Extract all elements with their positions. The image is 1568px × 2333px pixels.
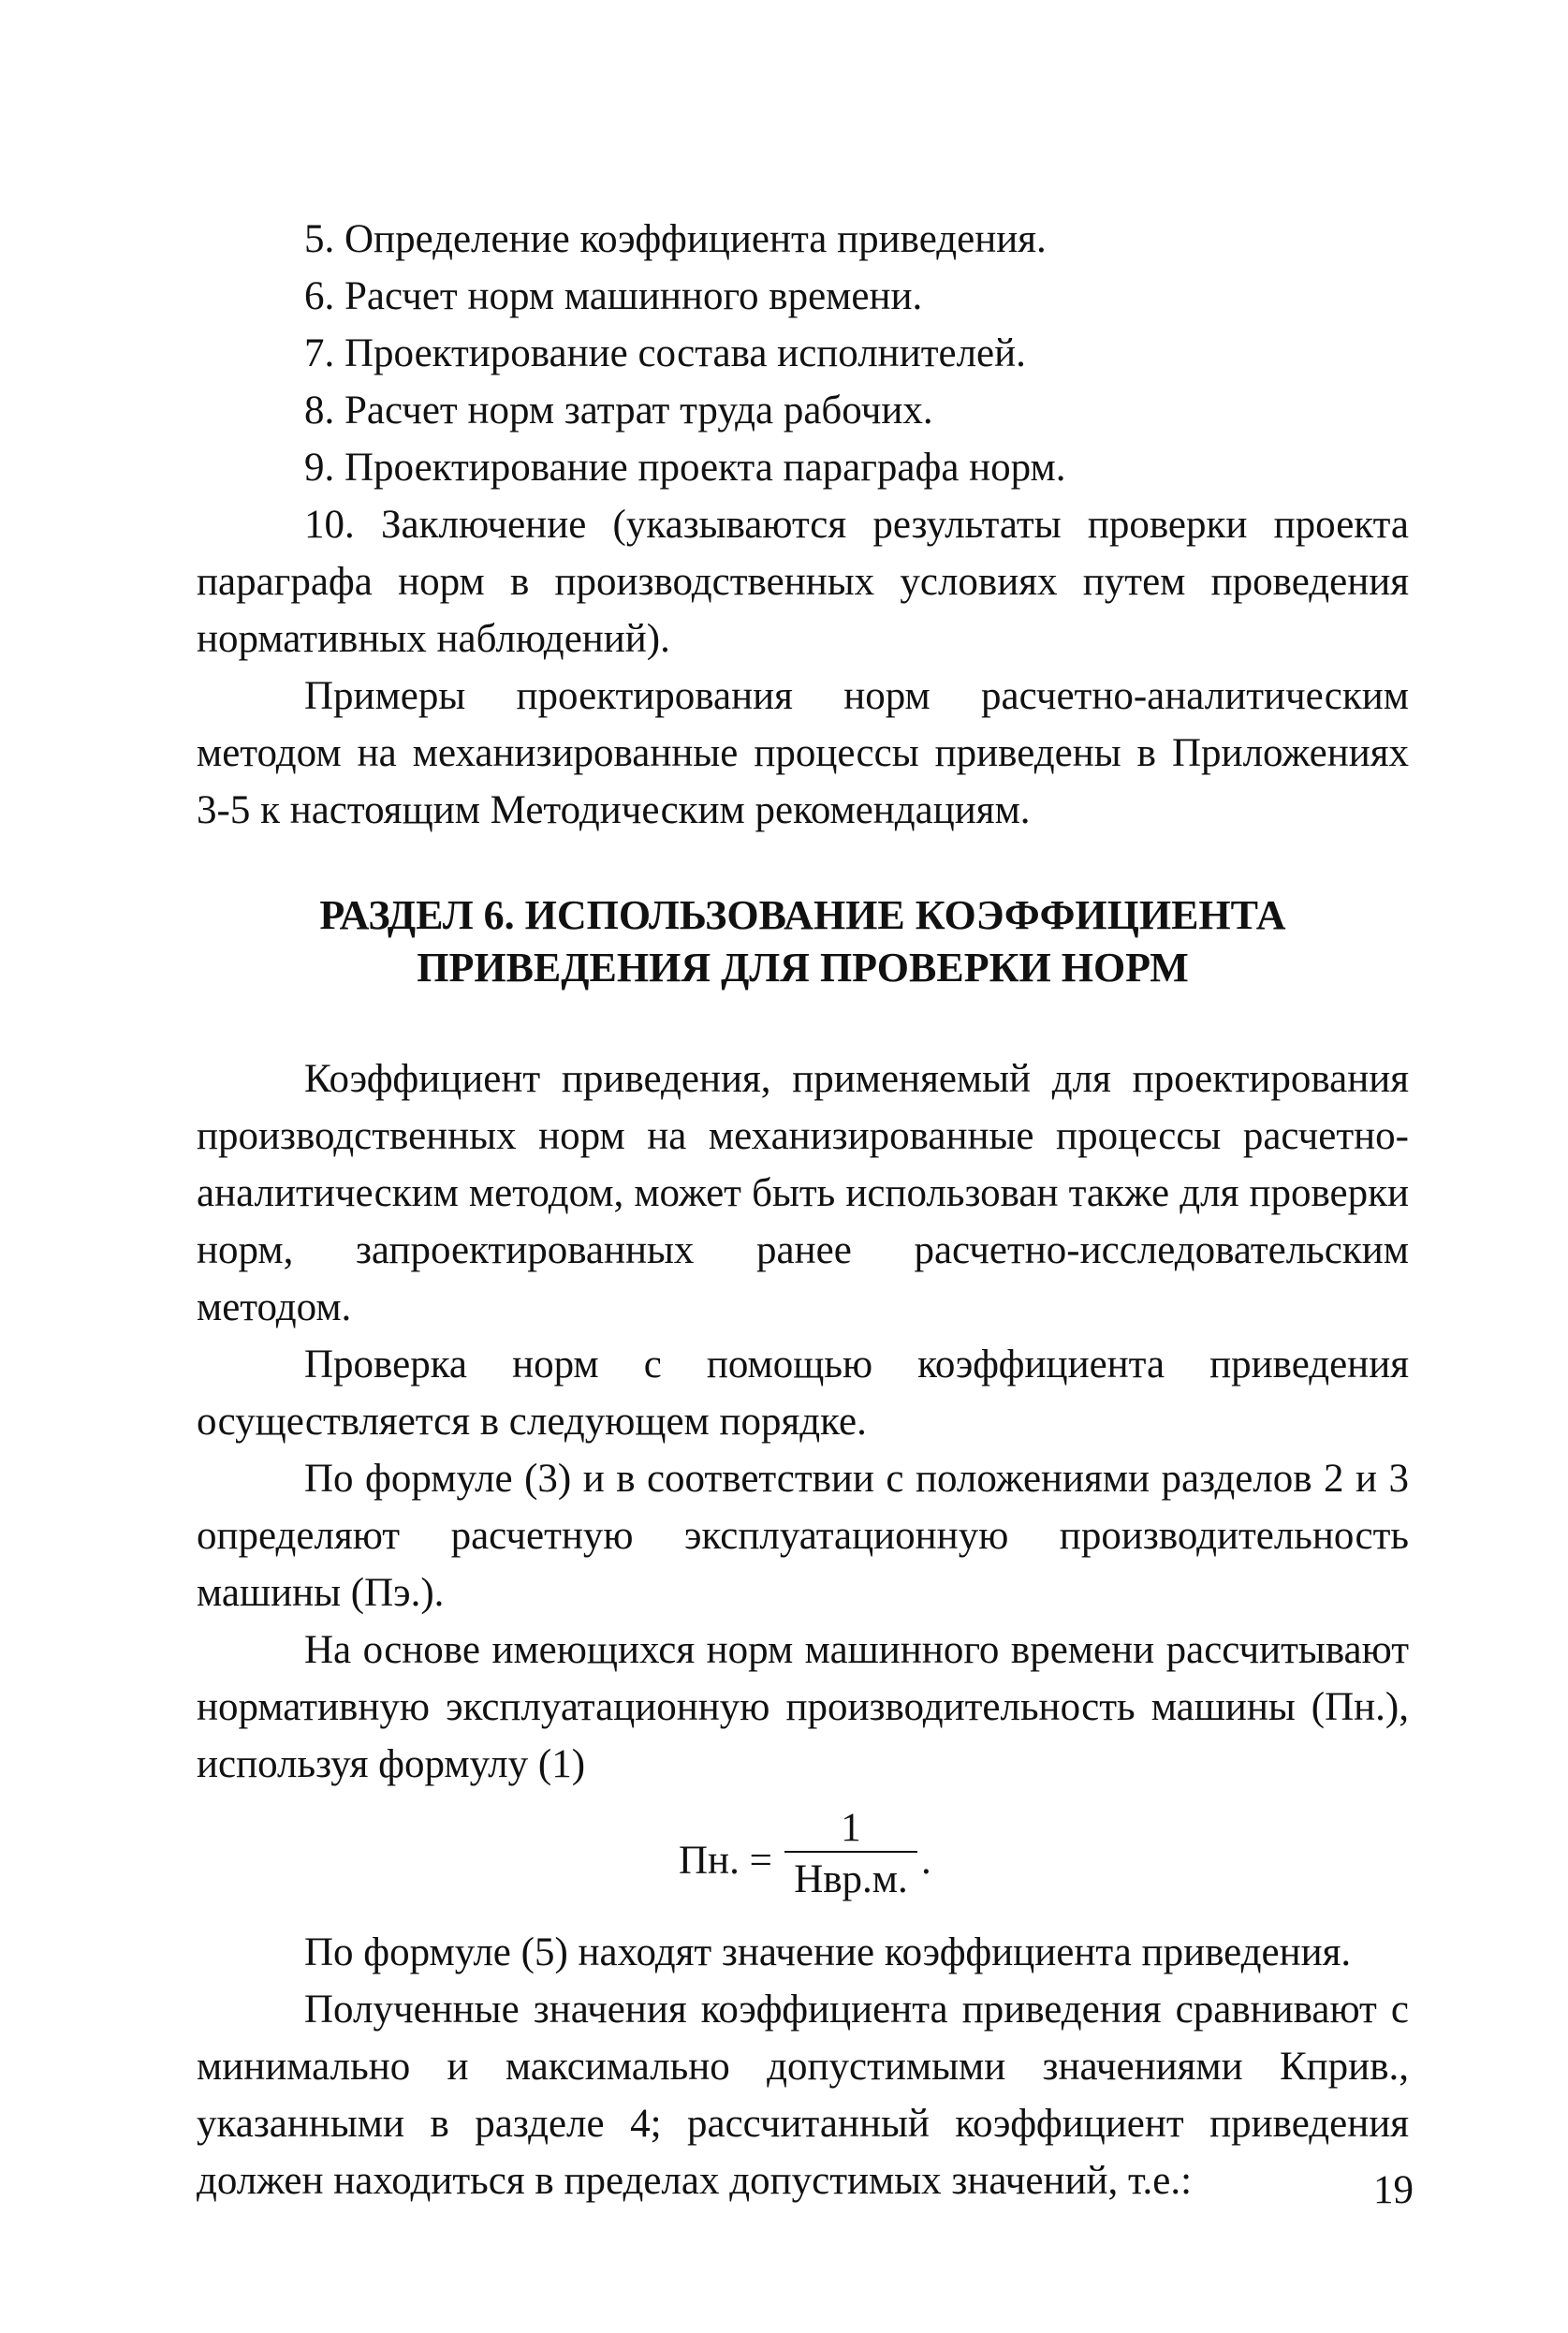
formula-terminator: . (921, 1839, 931, 1883)
formula-lhs: Пн. = (679, 1839, 772, 1883)
page-body (197, 211, 1409, 2209)
formula-numerator: 1 (841, 1806, 861, 1850)
list-item-6: 6. Расчет норм машинного времени. (304, 274, 923, 318)
list-item-8: 8. Расчет норм затрат труда рабочих. (304, 389, 933, 433)
formula-pn (197, 1798, 1409, 1918)
section-heading-line-1: РАЗДЕЛ 6. ИСПОЛЬЗОВАНИЕ КОЭФФИЦИЕНТА (319, 892, 1286, 938)
formula-fraction (783, 1798, 919, 1907)
list-item-7: 7. Проектирование состава исполнителей. (304, 331, 1026, 375)
page-number: 19 (1373, 2168, 1414, 2212)
examples-paragraph: Примеры проектирования норм расчетно-аналитическим методом на механизированные процессы приведены в Приложениях 3-5 к настоящим Методическим рекомендациям. (197, 674, 1409, 832)
list-item-5: 5. Определение коэффициента приведения. (304, 217, 1047, 261)
paragraph-check-order: Проверка норм с помощью коэффициента приведения осуществляется в следующем порядке. (197, 1343, 1409, 1444)
formula-denominator: Нвр.м. (794, 1857, 908, 1901)
paragraph-normative-productivity: На основе имеющихся норм машинного времени рассчитывают нормативную эксплуатационную производительность машины (Пн.), используя формулу (1) (197, 1628, 1409, 1786)
list-item-9: 9. Проектирование проекта параграфа норм. (304, 446, 1066, 490)
list-item-10: 10. Заключение (указываются результаты проверки проекта параграфа норм в производственных условиях путем проведения нормативных наблюдений). (197, 503, 1409, 661)
paragraph-coefficient-intro: Коэффициент приведения, применяемый для проектирования производственных норм на механизированные процессы расчетно-аналитическим методом, может быть использован также для проверки норм, запроектированных ранее расчетно-исследовательским методом. (197, 1057, 1409, 1329)
section-heading (197, 889, 1409, 994)
paragraph-formula-5: По формуле (5) находят значение коэффициента приведения. (304, 1930, 1352, 1974)
paragraph-formula-3: По формуле (3) и в соответствии с положениями разделов 2 и 3 определяют расчетную эксплуатационную производительность машины (Пэ.). (197, 1457, 1409, 1615)
section-heading-line-2: ПРИВЕДЕНИЯ ДЛЯ ПРОВЕРКИ НОРМ (417, 945, 1189, 990)
paragraph-comparison: Полученные значения коэффициента приведения сравнивают с минимально и максимально допустимыми значениями Кприв., указанными в разделе 4; рассчитанный коэффициент приведения должен находиться в пределах допустимых значений, т.е.: (197, 1988, 1409, 2203)
